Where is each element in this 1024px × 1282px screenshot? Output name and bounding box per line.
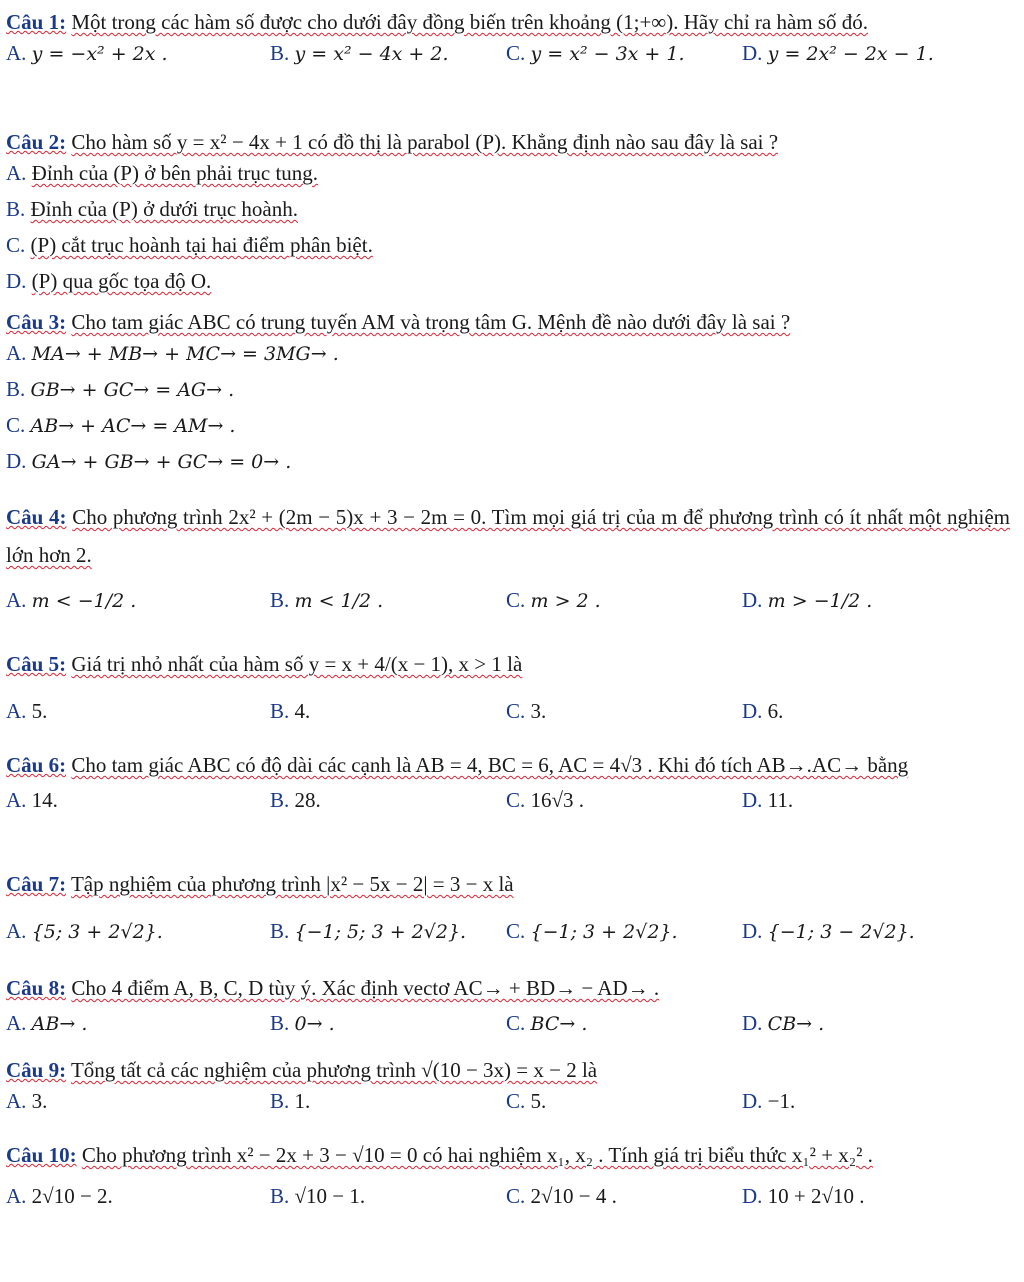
option-letter: C. (506, 919, 526, 944)
option-text: 1. (294, 1089, 311, 1114)
question-label: Câu 1: (6, 10, 67, 34)
option-letter: D. (742, 919, 763, 944)
question-label: Câu 6: (6, 753, 67, 777)
option-text: y = 2x² − 2x − 1. (767, 43, 934, 66)
question-1 (6, 10, 1010, 69)
option-text: Đỉnh của (P) ở bên phải trục tung. (31, 161, 319, 186)
question-text: Cho tam giác ABC có độ dài các cạnh là AB = 4, BC = 6, AC = 4√3 . Khi đó tích AB→.AC→ bằng (71, 753, 909, 777)
option-letter: D. (742, 41, 763, 66)
option-text: {−1; 5; 3 + 2√2}. (294, 921, 467, 944)
option-text: 6. (767, 699, 784, 724)
question-stem (6, 976, 1010, 1001)
option-letter: C. (506, 1184, 526, 1208)
option-letter: A. (6, 699, 27, 724)
option-line (6, 443, 1010, 479)
option-text: √10 − 1. (294, 1184, 366, 1208)
question-5 (6, 652, 1010, 727)
option-letter: A. (6, 161, 27, 186)
option-text: BC→ . (530, 1013, 588, 1036)
option-letter: A. (6, 41, 27, 66)
option-letter: A. (6, 1089, 27, 1114)
option-letter: C. (506, 699, 526, 724)
options-row (6, 1089, 1010, 1117)
question-text: Cho 4 điểm A, B, C, D tùy ý. Xác định vectơ AC→ + BD→ − AD→ . (71, 976, 660, 1000)
question-3 (6, 310, 1010, 479)
option-letter: A. (6, 1011, 27, 1036)
question-text: Cho hàm số y = x² − 4x + 1 có đồ thị là parabol (P). Khẳng định nào sau đây là sai ? (71, 130, 779, 154)
option-text: m < −1/2 . (31, 590, 137, 612)
option-letter: C. (506, 1011, 526, 1036)
option-text: 4. (294, 699, 311, 724)
option-text: AB→ . (31, 1013, 88, 1036)
option-letter: B. (6, 377, 26, 402)
option-letter: D. (742, 588, 763, 612)
option-letter: D. (742, 699, 763, 724)
option-text: 10 + 2√10 . (767, 1184, 865, 1208)
option-text: {5; 3 + 2√2}. (31, 921, 163, 944)
option-letter: B. (270, 919, 290, 944)
option-letter: A. (6, 341, 27, 366)
question-10 (6, 1136, 1010, 1212)
option-text: 3. (31, 1089, 48, 1114)
option-letter: C. (6, 233, 26, 258)
option-letter: C. (506, 1089, 526, 1114)
question-stem (6, 1058, 1010, 1083)
question-text: Cho phương trình 2x² + (2m − 5)x + 3 − 2m = 0. Tìm mọi giá trị của m để phương trình có ít nhất một nghiệm lớn hơn 2. (6, 505, 1011, 567)
question-label: Câu 2: (6, 130, 67, 154)
question-label: Câu 3: (6, 310, 67, 334)
option-text: 16√3 . (530, 788, 585, 812)
options-row (6, 1184, 1010, 1212)
question-stem (6, 130, 1010, 155)
option-letter: C. (506, 788, 526, 812)
option-letter: D. (6, 449, 27, 474)
question-label: Câu 9: (6, 1058, 67, 1082)
question-stem (6, 1136, 1010, 1174)
option-letter: A. (6, 788, 27, 812)
question-4 (6, 498, 1010, 616)
option-letter: D. (742, 788, 763, 812)
question-stem (6, 748, 1010, 782)
option-text: 3. (530, 699, 547, 724)
option-text: 5. (530, 1089, 547, 1114)
option-text: MA→ + MB→ + MC→ = 3MG→ . (31, 343, 339, 366)
option-text: AB→ + AC→ = AM→ . (30, 415, 236, 438)
question-text: Tổng tất cả các nghiệm của phương trình √(10 − 3x) = x − 2 là (70, 1058, 598, 1082)
option-text: 2√10 − 2. (31, 1184, 113, 1208)
question-text: Tập nghiệm của phương trình |x² − 5x − 2| = 3 − x là (70, 872, 514, 896)
question-text: Giá trị nhỏ nhất của hàm số y = x + 4/(x − 1), x > 1 là (71, 652, 523, 676)
option-text: 0→ . (294, 1013, 335, 1036)
question-text: Cho phương trình x² − 2x + 3 − √10 = 0 có hai nghiệm x₁, x₂ . Tính giá trị biểu thức x₁² + x₂² . (81, 1143, 873, 1167)
option-text: −1. (767, 1089, 796, 1114)
option-text: {−1; 3 − 2√2}. (767, 921, 915, 944)
option-line (6, 191, 1010, 227)
option-letter: D. (742, 1184, 763, 1208)
option-text: {−1; 3 + 2√2}. (530, 921, 678, 944)
question-stem (6, 498, 1010, 574)
question-label: Câu 8: (6, 976, 67, 1000)
option-line (6, 371, 1010, 407)
option-text: m < 1/2 . (294, 590, 384, 612)
option-text: 11. (767, 788, 794, 812)
question-label: Câu 7: (6, 872, 67, 896)
option-letter: B. (270, 699, 290, 724)
option-text: y = x² − 4x + 2. (294, 43, 449, 66)
option-letter: D. (6, 269, 27, 294)
option-text: 5. (31, 699, 48, 724)
question-stem (6, 310, 1010, 335)
question-label: Câu 4: (6, 505, 67, 529)
question-label: Câu 5: (6, 652, 67, 676)
option-text: CB→ . (767, 1013, 825, 1036)
options-row (6, 1011, 1010, 1039)
option-letter: B. (270, 1184, 290, 1208)
option-text: y = x² − 3x + 1. (530, 43, 685, 66)
option-line (6, 227, 1010, 263)
option-line (6, 335, 1010, 371)
question-stem (6, 872, 1010, 897)
option-letter: C. (506, 41, 526, 66)
option-letter: D. (742, 1089, 763, 1114)
option-letter: B. (270, 1089, 290, 1114)
option-text: (P) qua gốc tọa độ O. (31, 269, 212, 294)
question-text: Cho tam giác ABC có trung tuyến AM và trọng tâm G. Mệnh đề nào dưới đây là sai ? (71, 310, 791, 334)
option-line (6, 407, 1010, 443)
option-letter: B. (270, 41, 290, 66)
question-label: Câu 10: (6, 1143, 77, 1167)
option-letter: D. (742, 1011, 763, 1036)
options-row (6, 588, 1010, 616)
option-letter: C. (6, 413, 26, 438)
option-letter: A. (6, 919, 27, 944)
option-line (6, 155, 1010, 191)
option-letter: A. (6, 588, 27, 612)
option-text: GA→ + GB→ + GC→ = 0→ . (31, 451, 292, 474)
question-text: Một trong các hàm số được cho dưới đây đồng biến trên khoảng (1;+∞). Hãy chỉ ra hàm số đó. (71, 10, 869, 34)
options-row (6, 788, 1010, 816)
option-letter: B. (270, 588, 290, 612)
question-7 (6, 872, 1010, 947)
option-text: m > −1/2 . (767, 590, 873, 612)
option-letter: B. (270, 788, 290, 812)
option-text: GB→ + GC→ = AG→ . (30, 379, 235, 402)
option-letter: B. (6, 197, 26, 222)
question-stem (6, 10, 1010, 35)
option-text: 28. (294, 788, 321, 812)
option-letter: A. (6, 1184, 27, 1208)
option-text: 14. (31, 788, 58, 812)
option-line (6, 263, 1010, 299)
option-text: (P) cắt trục hoành tại hai điểm phân biệt. (30, 233, 373, 258)
option-letter: C. (506, 588, 526, 612)
option-text: 2√10 − 4 . (530, 1184, 617, 1208)
options-row (6, 919, 1010, 947)
options-row (6, 41, 1010, 69)
question-6 (6, 748, 1010, 816)
option-text: m > 2 . (530, 590, 601, 612)
options-row (6, 699, 1010, 727)
option-text: Đỉnh của (P) ở dưới trục hoành. (30, 197, 298, 222)
question-9 (6, 1058, 1010, 1117)
option-letter: B. (270, 1011, 290, 1036)
option-text: y = −x² + 2x . (31, 43, 168, 66)
question-stem (6, 652, 1010, 677)
question-8 (6, 976, 1010, 1039)
question-2 (6, 130, 1010, 299)
